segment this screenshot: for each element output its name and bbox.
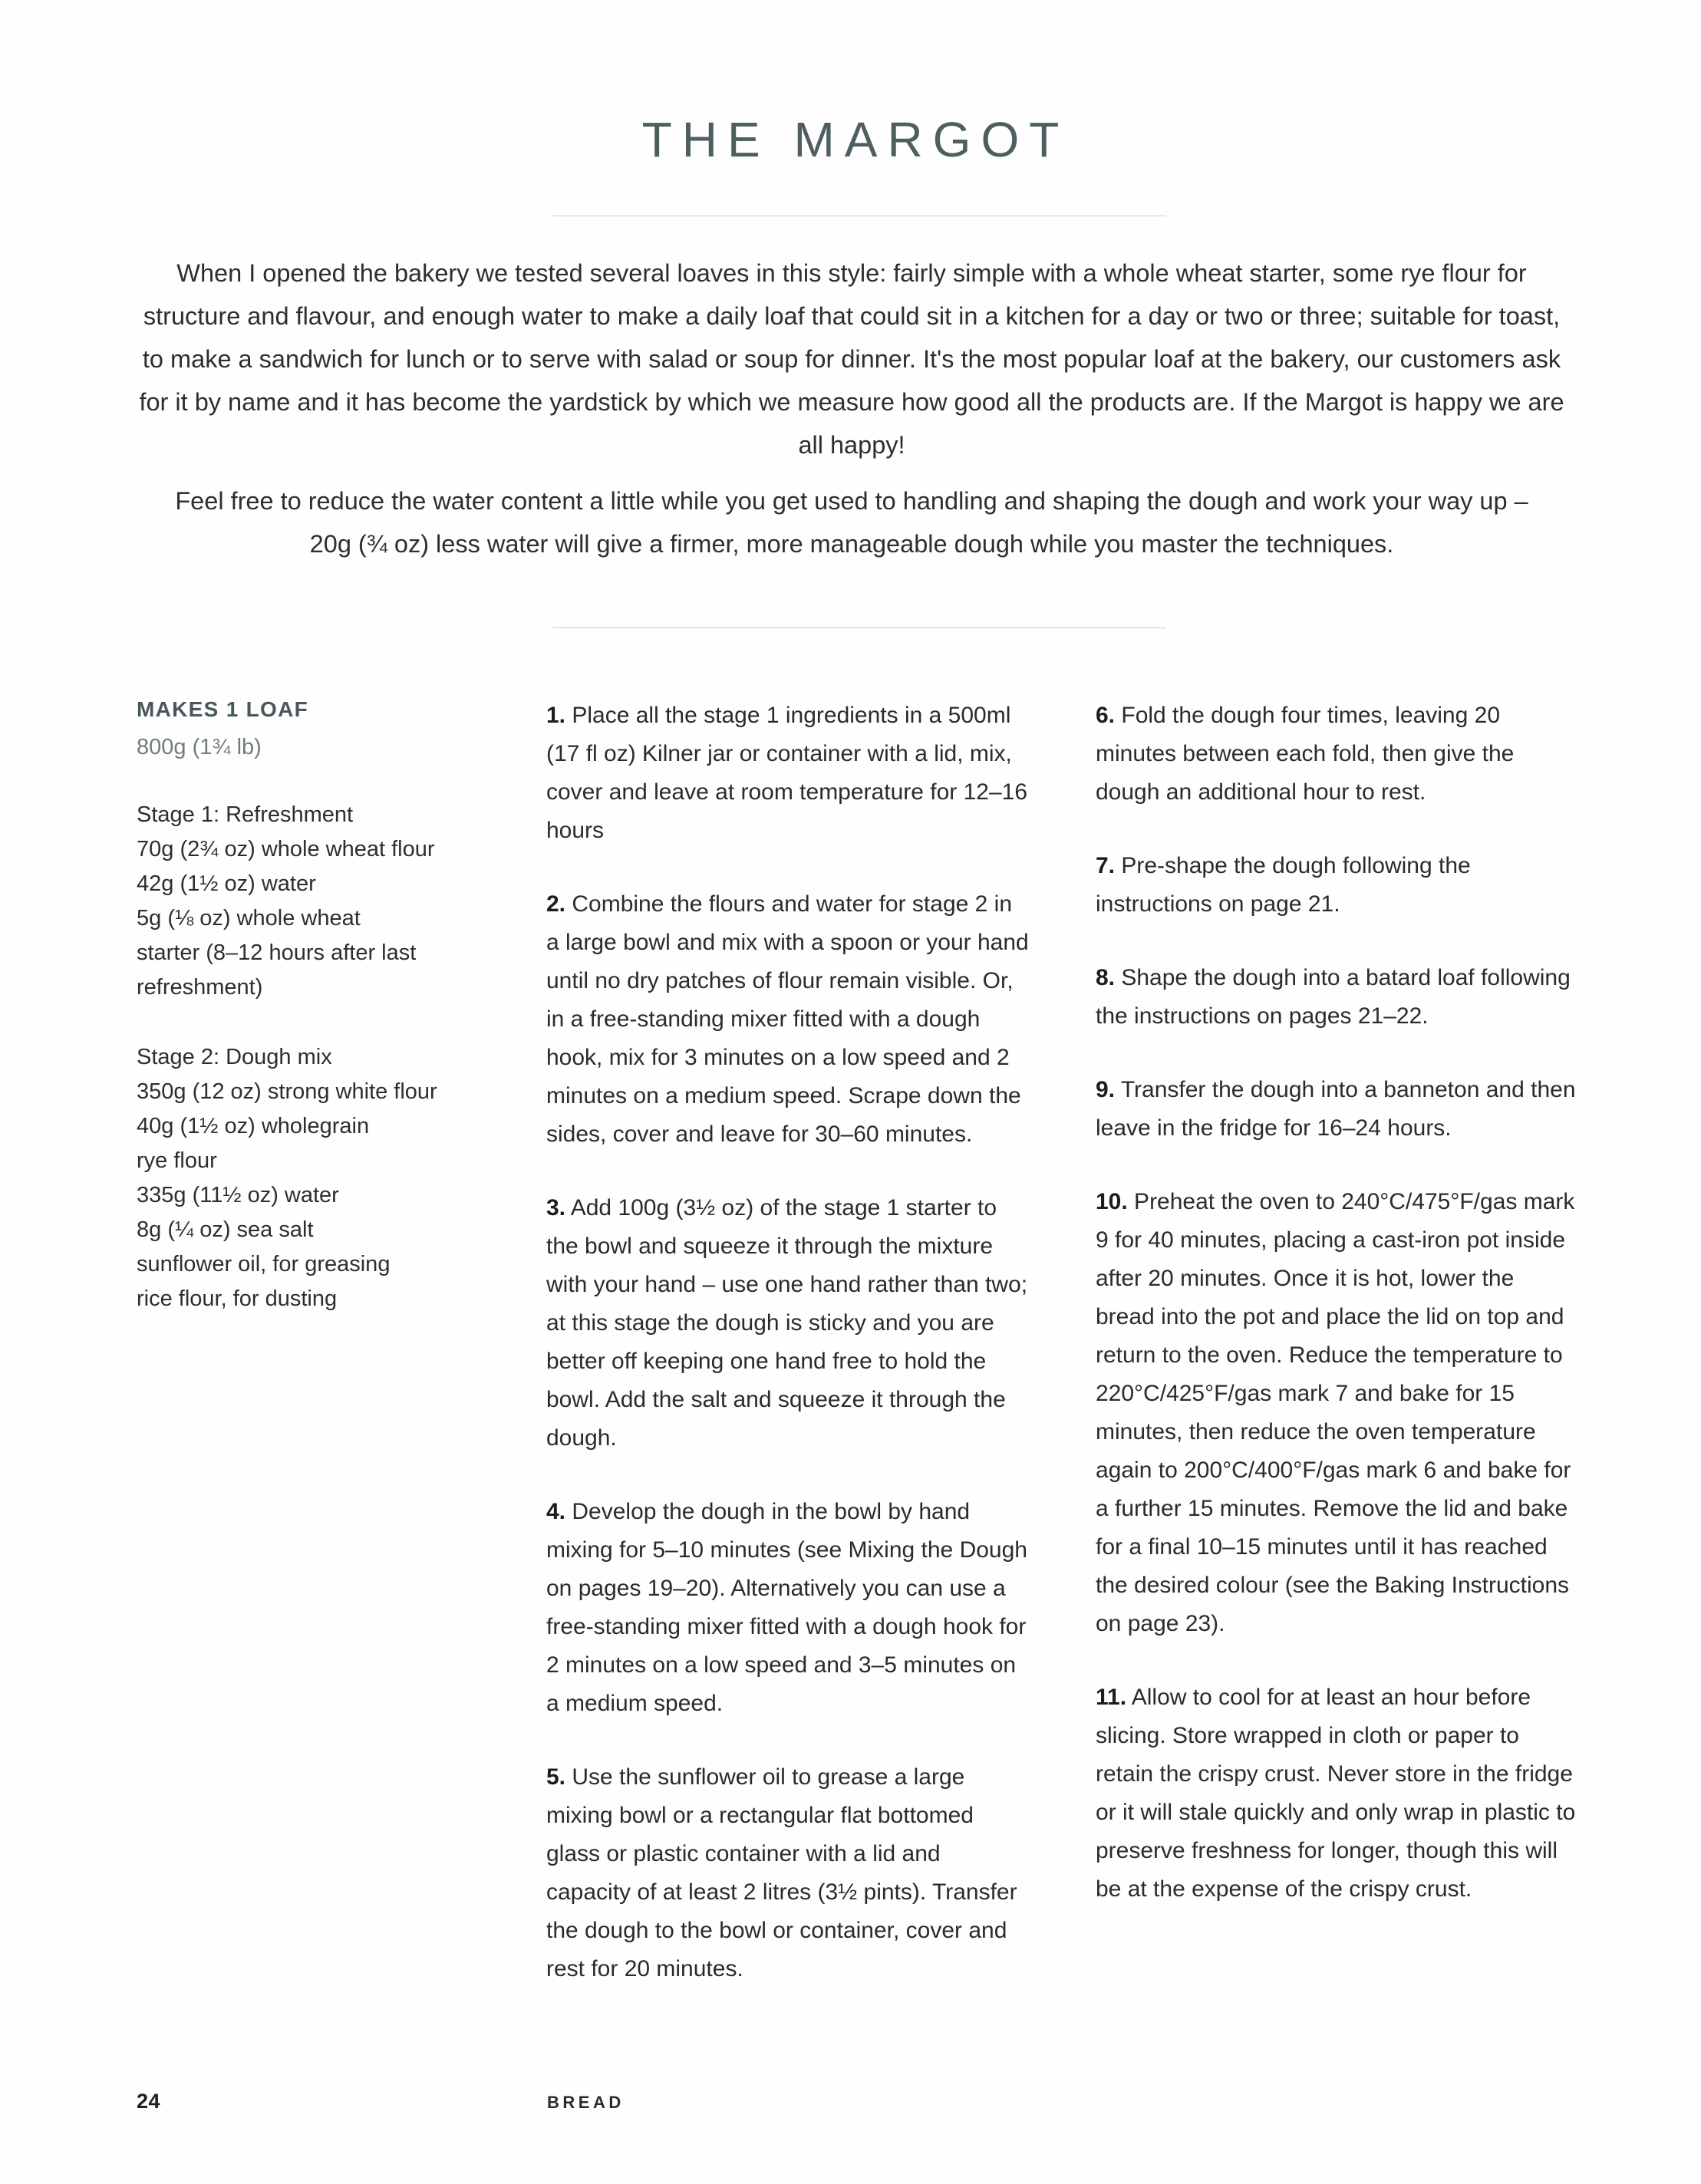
- step-number: 8.: [1096, 965, 1116, 990]
- ingredient-item: 8g (¼ oz) sea salt: [137, 1217, 314, 1242]
- method-step: [546, 885, 1030, 1154]
- page-footer: [0, 2090, 1701, 2136]
- stage-title: Stage 2: Dough mix: [137, 1045, 332, 1069]
- ingredient-item: refreshment): [137, 975, 263, 1000]
- stage-title: Stage 1: Refreshment: [137, 802, 354, 827]
- step-number: 7.: [1096, 853, 1116, 878]
- ingredient-item: 40g (1½ oz) wholegrain: [137, 1114, 370, 1138]
- step-text: Combine the flours and water for stage 2 in a large bowl and mix with a spoon or your hand until no dry patches of flour remain visible. Or, in a free-standing mixer fitted with a dough hook, mix for 3 minutes on a low speed and 2 minutes on a medium speed. Scrape down the sides, cover and leave for 30–60 minutes.: [546, 891, 1029, 1147]
- ingredient-item: 42g (1½ oz) water: [137, 871, 316, 896]
- step-number: 3.: [546, 1195, 566, 1220]
- step-number: 9.: [1096, 1077, 1116, 1102]
- ingredient-item: 350g (12 oz) strong white flour: [137, 1079, 437, 1104]
- ingredient-item: rye flour: [137, 1148, 217, 1173]
- step-text: Preheat the oven to 240°C/475°F/gas mark 9 for 40 minutes, placing a cast-iron pot inside after 20 minutes. Once it is hot, lower the bread into the pot and place the lid on top and return to the oven. Reduce the temperature to 220°C/425°F/gas mark 7 and bake for 15 minutes, then reduce the oven temperature again to 200°C/400°F/gas mark 6 and bake for a further 15 minutes. Remove the lid and bake for a final 10–15 minutes until it has reached the desired colour (see the Baking Instructions on page 23).: [1096, 1189, 1575, 1636]
- step-number: 2.: [546, 891, 566, 917]
- ingredient-item: 5g (⅛ oz) whole wheat: [137, 906, 361, 931]
- intro-paragraph-2-container: [153, 479, 1550, 565]
- step-number: 11.: [1096, 1685, 1127, 1710]
- method-step: [546, 1758, 1030, 1988]
- ingredients-column: [137, 697, 490, 1316]
- method-step: [1096, 1071, 1579, 1148]
- step-number: 10.: [1096, 1189, 1128, 1214]
- page-number: 24: [137, 2090, 161, 2113]
- running-head: BREAD: [547, 2093, 625, 2112]
- method-step: [1096, 847, 1579, 924]
- intro-paragraph-1: When I opened the bakery we tested several loaves in this style: fairly simple with a whole wheat starter, some rye flour for structure and flavour, and enough water to make a daily loaf that could sit in a kitchen for a day or two or three; suitable for toast, to make a sandwich for lunch or to serve with salad or soup for dinner. It's the most popular loaf at the bakery, our customers ask for it by name and it has become the yardstick by which we measure how good all the products are. If the Margot is happy we are all happy!: [139, 259, 1564, 459]
- ingredient-item: starter (8–12 hours after last: [137, 940, 417, 965]
- method-column-right: [1096, 697, 1579, 1909]
- method-step: [1096, 959, 1579, 1036]
- method-step: [1096, 697, 1579, 812]
- page-title: THE MARGOT: [641, 112, 1070, 167]
- step-text: Place all the stage 1 ingredients in a 500ml (17 fl oz) Kilner jar or container with a lid, mix, cover and leave at room temperature for 12–16 hours: [546, 703, 1028, 843]
- step-text: Add 100g (3½ oz) of the stage 1 starter to the bowl and squeeze it through the mixture with your hand – use one hand rather than two; at this stage the dough is sticky and you are better off keeping one hand free to hold the bowl. Add the salt and squeeze it through the dough.: [546, 1195, 1028, 1451]
- makes-weight: 800g (1¾ lb): [137, 735, 262, 759]
- makes-heading: MAKES 1 LOAF: [137, 697, 309, 721]
- method-column-middle: [546, 697, 1030, 1988]
- stage-block-1: [137, 798, 490, 1005]
- step-number: 1.: [546, 703, 566, 728]
- step-text: Fold the dough four times, leaving 20 minutes between each fold, then give the dough an additional hour to rest.: [1096, 703, 1515, 805]
- intro-paragraph-2: Feel free to reduce the water content a little while you get used to handling and shaping the dough and work your way up – 20g (¾ oz) less water will give a firmer, more manageable dough while you master the techniques.: [175, 487, 1528, 558]
- step-text: Develop the dough in the bowl by hand mixing for 5–10 minutes (see Mixing the Dough on pages 19–20). Alternatively you can use a free-standing mixer fitted with a dough hook for 2 minutes on a low speed and 3–5 minutes on a medium speed.: [546, 1499, 1027, 1716]
- step-number: 5.: [546, 1764, 566, 1790]
- body-columns: [0, 697, 1701, 2031]
- step-text: Use the sunflower oil to grease a large mixing bowl or a rectangular flat bottomed glass or plastic container with a lid and capacity of at least 2 litres (3½ pints). Transfer the dough to the bowl or container, cover and rest for 20 minutes.: [546, 1764, 1017, 1981]
- ingredient-item: 70g (2¾ oz) whole wheat flour: [137, 837, 435, 861]
- ingredient-item: 335g (11½ oz) water: [137, 1183, 339, 1207]
- method-step: [546, 1493, 1030, 1723]
- method-step: [1096, 1678, 1579, 1909]
- stage-block-2: [137, 1040, 490, 1316]
- method-step: [1096, 1183, 1579, 1643]
- method-step: [546, 1189, 1030, 1458]
- step-number: 4.: [546, 1499, 566, 1524]
- ingredient-item: sunflower oil, for greasing: [137, 1252, 391, 1276]
- step-text: Transfer the dough into a banneton and then leave in the fridge for 16–24 hours.: [1096, 1077, 1576, 1141]
- step-number: 6.: [1096, 703, 1116, 728]
- step-text: Allow to cool for at least an hour before slicing. Store wrapped in cloth or paper to retain the crispy crust. Never store in the fridge or it will stale quickly and only wrap in plastic to preserve freshness for longer, though this will be at the expense of the crispy crust.: [1096, 1685, 1576, 1902]
- ingredient-item: rice flour, for dusting: [137, 1286, 338, 1311]
- step-text: Shape the dough into a batard loaf following the instructions on pages 21–22.: [1096, 965, 1571, 1029]
- method-step: [546, 697, 1030, 850]
- intro-paragraph-1-container: [138, 252, 1565, 466]
- step-text: Pre-shape the dough following the instructions on page 21.: [1096, 853, 1471, 917]
- title-block: [0, 112, 1701, 167]
